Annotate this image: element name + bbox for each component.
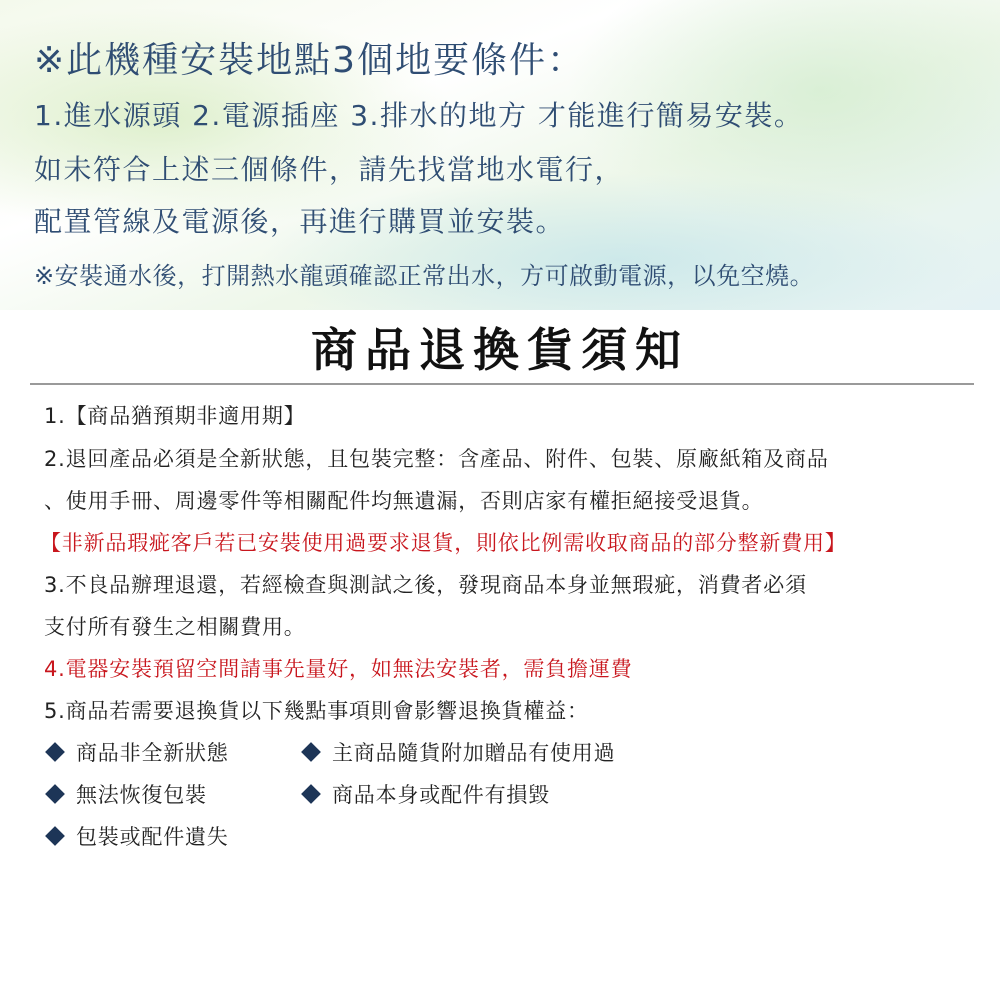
rule-line-1: 1.【商品猶預期非適用期】 (44, 404, 306, 428)
bullet-item (296, 779, 550, 809)
bullet-text: 商品非全新狀態 (76, 741, 229, 765)
bullet-item (40, 821, 229, 851)
rule-line-3: 、使用手冊、周邊零件等相關配件均無遺漏，否則店家有權拒絕接受退貨。 (44, 489, 764, 513)
rule-line-6: 支付所有發生之相關費用。 (44, 615, 306, 639)
bullet-item (40, 737, 229, 767)
bullet-item (40, 779, 207, 809)
bullet-text: 無法恢復包裝 (76, 783, 207, 807)
rule-line-8: 5.商品若需要退換貨以下幾點事項則會影響退換貨權益： (44, 699, 589, 723)
diamond-bullet-icon (45, 784, 65, 804)
bullet-text: 商品本身或配件有損毀 (332, 783, 550, 807)
banner-requirements: 1.進水源頭 2.電源插座 3.排水的地方 才能進行簡易安裝。 (34, 99, 804, 132)
installation-banner (0, 0, 1000, 310)
rule-line-2: 2.退回產品必須是全新狀態，且包裝完整：含產品、附件、包裝、原廠紙箱及商品 (44, 447, 829, 471)
banner-warning: ※安裝通水後，打開熱水龍頭確認正常出水，方可啟動電源，以免空燒。 (34, 262, 815, 290)
rule-line-4-highlight: 【非新品瑕疵客戶若已安裝使用過要求退貨，則依比例需收取商品的部分整新費用】 (40, 531, 847, 555)
banner-note-2: 配置管線及電源後，再進行購買並安裝。 (34, 205, 566, 238)
rule-line-7-highlight: 4.電器安裝預留空間請事先量好，如無法安裝者，需負擔運費 (44, 657, 633, 681)
bullet-text: 主商品隨貨附加贈品有使用過 (332, 741, 616, 765)
bullet-text: 包裝或配件遺失 (76, 825, 229, 849)
banner-note-1: 如未符合上述三個條件，請先找當地水電行， (34, 153, 625, 186)
diamond-bullet-icon (45, 826, 65, 846)
divider (30, 383, 974, 385)
banner-title: ※此機種安裝地點3個地要條件： (34, 40, 586, 81)
diamond-bullet-icon (301, 742, 321, 762)
diamond-bullet-icon (45, 742, 65, 762)
page-title: 商品退換貨須知 (311, 323, 689, 377)
diamond-bullet-icon (301, 784, 321, 804)
bullet-item (296, 737, 615, 767)
rule-line-5: 3.不良品辦理退還，若經檢查與測試之後，發現商品本身並無瑕疵，消費者必須 (44, 573, 807, 597)
